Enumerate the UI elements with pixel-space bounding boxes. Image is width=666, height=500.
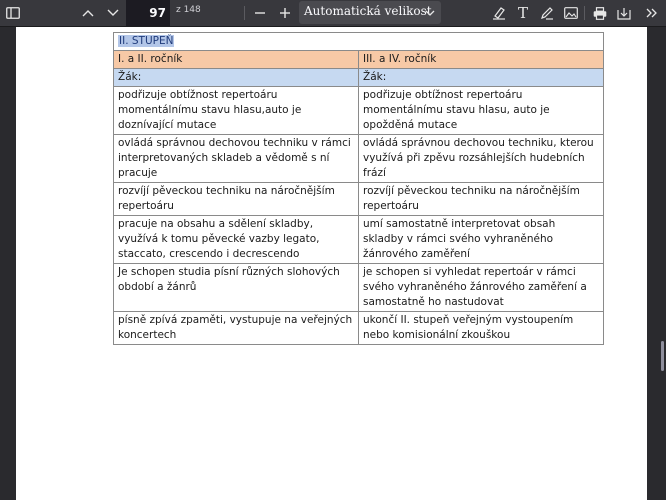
table-cell: Je schopen studia písní různých slohových období a žánrů [114,264,359,312]
zoom-in-icon[interactable] [275,3,295,23]
pupil-label: Žák: [114,69,359,87]
stage-header-row [114,33,604,51]
table-cell: ukončí II. stupeň veřejným vystoupením nebo komisionální zkouškou [359,312,604,345]
page-number-value: 97 [149,6,166,20]
table-cell: rozvíjí pěveckou techniku na náročnějším repertoáru [359,183,604,216]
table-row [114,87,604,135]
table-cell: pracuje na obsahu a sdělení skladby, využívá k tomu pěvecké vazby legato, staccato, crescendo i decrescendo [114,216,359,264]
table-cell: ovládá správnou dechovou techniku, kterou využívá při zpěvu rozsáhlejších hudebních frází [359,135,604,183]
table-cell: je schopen si vyhledat repertoár v rámci svého vyhraněného žánrového zaměření a samostatně ho nastudovat [359,264,604,312]
sidebar-toggle-icon[interactable] [3,3,23,23]
page-number-input[interactable] [126,0,170,26]
table-cell: písně zpívá zpaměti, vystupuje na veřejných koncertech [114,312,359,345]
image-icon[interactable] [561,3,581,23]
table-row [114,264,604,312]
column-header: III. a IV. ročník [359,51,604,69]
print-icon[interactable] [590,3,610,23]
zoom-select[interactable] [299,1,441,24]
table-cell: podřizuje obtížnost repertoáru momentálnímu stavu hlasu, auto je opožděná mutace [359,87,604,135]
text-tool-icon[interactable]: T [517,3,528,22]
table-cell: umí samostatně interpretovat obsah skladby v rámci svého vyhraněného žánrového zaměření [359,216,604,264]
table-row [114,135,604,183]
table-row [114,216,604,264]
column-header-row [114,51,604,69]
document-viewport[interactable] [0,27,666,500]
curriculum-table [113,32,604,345]
chevron-down-icon [425,6,435,20]
highlight-icon[interactable] [489,3,509,23]
table-row [114,312,604,345]
toolbar-separator [244,6,245,20]
scrollbar-thumb[interactable] [661,341,664,371]
zoom-out-icon[interactable] [250,3,270,23]
next-page-icon[interactable] [103,3,123,23]
pdf-toolbar [0,0,666,27]
pupil-label-row [114,69,604,87]
save-icon[interactable] [614,3,634,23]
draw-icon[interactable] [537,3,557,23]
previous-page-icon[interactable] [78,3,98,23]
zoom-select-value: Automatická velikost [304,4,432,18]
toolbar-separator [584,6,585,20]
table-row [114,183,604,216]
pupil-label: Žák: [359,69,604,87]
table-cell: ovládá správnou dechovou techniku v rámci interpretovaných skladeb a vědomě s ní pracuje [114,135,359,183]
column-header: I. a II. ročník [114,51,359,69]
page-count-label: z 148 [176,5,201,15]
more-tools-icon[interactable] [642,3,662,23]
table-cell: rozvíjí pěveckou techniku na náročnějším repertoáru [114,183,359,216]
stage-title: II. STUPEŇ [114,33,604,51]
pdf-page [16,27,647,500]
table-cell: podřizuje obtížnost repertoáru momentálnímu stavu hlasu,auto je doznívající mutace [114,87,359,135]
